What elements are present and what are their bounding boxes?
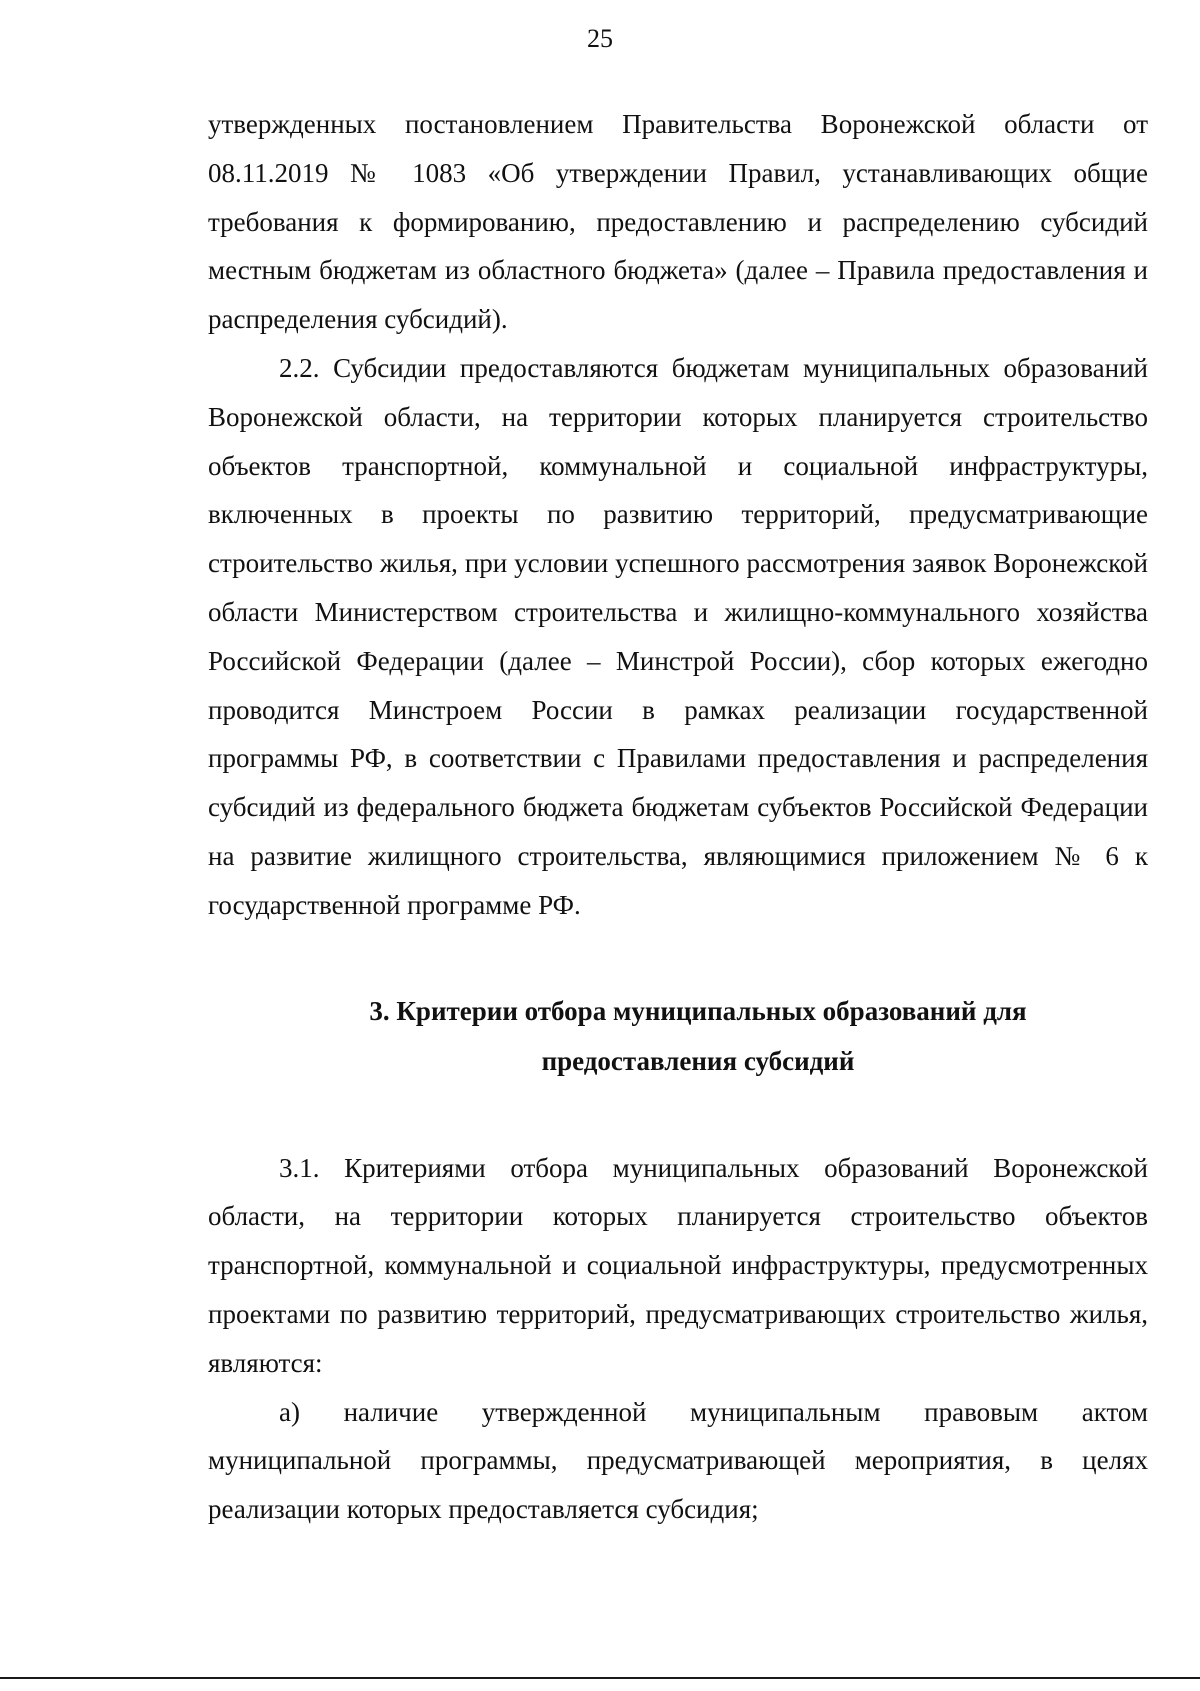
- paragraph-continuation: утвержденных постановлением Правительства Воронежской области от 08.11.2019 № 1083 «Об утверждении Правил, устанавливающих общие требования к формированию, предоставлению и распределению субсидий местным бюджетам из областного бюджета» (далее – Правила предоставления и распределения субсидий).: [208, 109, 1148, 335]
- document-body: [208, 100, 1148, 1534]
- paragraph-3-1: 3.1. Критериями отбора муниципальных образований Воронежской области, на территории которых планируется строительство объектов транспортной, коммунальной и социальной инфраструктуры, предусмотренных проектами по развитию территорий, предусматривающих строительство жилья, являются:: [208, 1152, 1148, 1378]
- paragraph-3-1-a: а) наличие утвержденной муниципальным правовым актом муниципальной программы, предусматривающей мероприятия, в целях реализации которых предоставляется субсидия;: [208, 1396, 1148, 1525]
- section-heading-line-1: 3. Критерии отбора муниципальных образований для: [369, 995, 1027, 1026]
- page-bottom-rule: [0, 1677, 1200, 1679]
- section-3-heading: [208, 986, 1148, 1086]
- section-heading-line-2: предоставления субсидий: [541, 1045, 855, 1076]
- paragraph-2-2: 2.2. Субсидии предоставляются бюджетам муниципальных образований Воронежской области, на территории которых планируется строительство объектов транспортной, коммунальной и социальной инфраструктуры, включенных в проекты по развитию территорий, предусматривающие строительство жилья, при условии успешного рассмотрения заявок Воронежской области Министерством строительства и жилищно-коммунального хозяйства Российской Федерации (далее – Минстрой России), сбор которых ежегодно проводится Минстроем России в рамках реализации государственной программы РФ, в соответствии с Правилами предоставления и распределения субсидий из федерального бюджета бюджетам субъектов Российской Федерации на развитие жилищного строительства, являющимися приложением № 6 к государственной программе РФ.: [208, 352, 1148, 920]
- page-number: 25: [587, 24, 613, 53]
